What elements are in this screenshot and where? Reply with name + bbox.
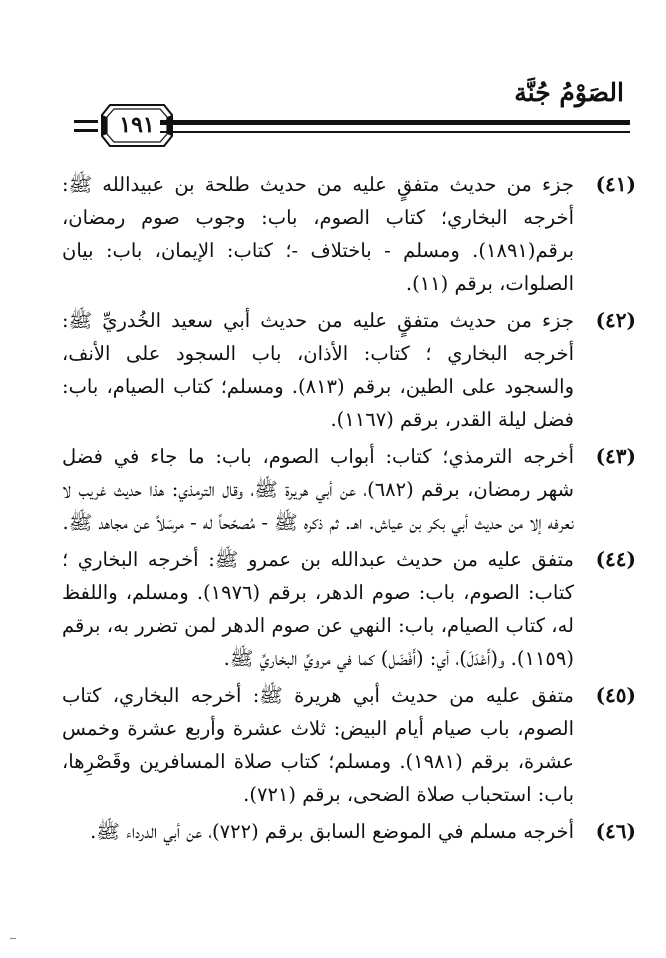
header-rule-thin	[160, 131, 630, 133]
footnote-number: (٤٣)	[595, 444, 636, 468]
header-rule-thick	[160, 120, 630, 125]
footnote-text: جزء من حديث متفقٍ عليه من حديث طلحة بن عبيدالله ﷺ: أخرجه البخاري؛ كتاب الصوم، باب: وجوب صوم رمضان، برقم(١٨٩١). ومسلم - باختلاف -؛ كتاب: الإيمان، باب: بيان الصلوات، برقم (١١).	[62, 173, 574, 295]
footnote-number: (٤٤)	[595, 547, 636, 571]
footnote-number: (٤٥)	[595, 683, 636, 707]
header-rule-stub-bottom	[74, 129, 98, 132]
running-title: الصَوْمُ جُنَّة	[514, 78, 624, 107]
footnote-text: أخرجه الترمذي؛ كتاب: أبواب الصوم، باب: ما جاء في فضل شهر رمضان، برقم (٦٨٢)، عن أبي هريرة ﷺ، وقال الترمذي: هذا حديث غريب لا نعرفه إلا من حديث أبي بكر بن عياش. اهـ. ثم ذكره ﷺ - مُصحّحاً له - مرسَلاً عن مجاهد ﷺ.	[62, 445, 574, 534]
footnote	[62, 168, 636, 300]
footnote	[62, 543, 636, 675]
footnote-text: جزء من حديث متفقٍ عليه من حديث أبي سعيد الخُدريِّ ﷺ: أخرجه البخاري ؛ كتاب: الأذان، باب السجود على الأنف، والسجود على الطين، برقم (٨١٣). ومسلم؛ كتاب الصيام، باب: فضل ليلة القدر، برقم (١١٦٧).	[62, 309, 575, 431]
page-number-ornament	[100, 103, 174, 148]
scan-mark	[10, 938, 16, 939]
footnotes-list	[62, 168, 636, 848]
footnote-number: (٤١)	[595, 172, 636, 196]
header-rule-stub-top	[74, 120, 98, 123]
footnote-text: متفق عليه من حديث عبدالله بن عمرو ﷺ: أخرجه البخاري ؛ كتاب: الصوم، باب: صوم الدهر، برقم (١٩٧٦). ومسلم، واللفظ له، كتاب الصيام، باب: النهي عن صوم الدهر لمن تضرر به، برقم (١١٥٩). و(أَعْدَلَ)، أي: (أَفْضَل) كما في مرويِّ البخاريِّ ﷺ.	[62, 548, 575, 670]
footnote-text: أخرجه مسلم في الموضع السابق برقم (٧٢٢)، عن أبي الدرداء ﷺ.	[90, 820, 574, 843]
footnote	[62, 304, 636, 436]
footnote-number: (٤٢)	[595, 308, 636, 332]
footnote-text: متفق عليه من حديث أبي هريرة ﷺ: أخرجه البخاري، كتاب الصوم، باب صيام أيام البيض: ثلاث عشرة وأربع عشرة وخمس عشرة، برقم (١٩٨١). ومسلم؛ كتاب صلاة المسافرين وقَصْرِها، باب: استحباب صلاة الضحى، برقم (٧٢١).	[62, 684, 575, 806]
footnote	[62, 815, 636, 848]
footnote	[62, 679, 636, 811]
footnote	[62, 440, 636, 539]
footnote-number: (٤٦)	[595, 819, 636, 843]
page-number: ١٩١	[119, 112, 155, 138]
